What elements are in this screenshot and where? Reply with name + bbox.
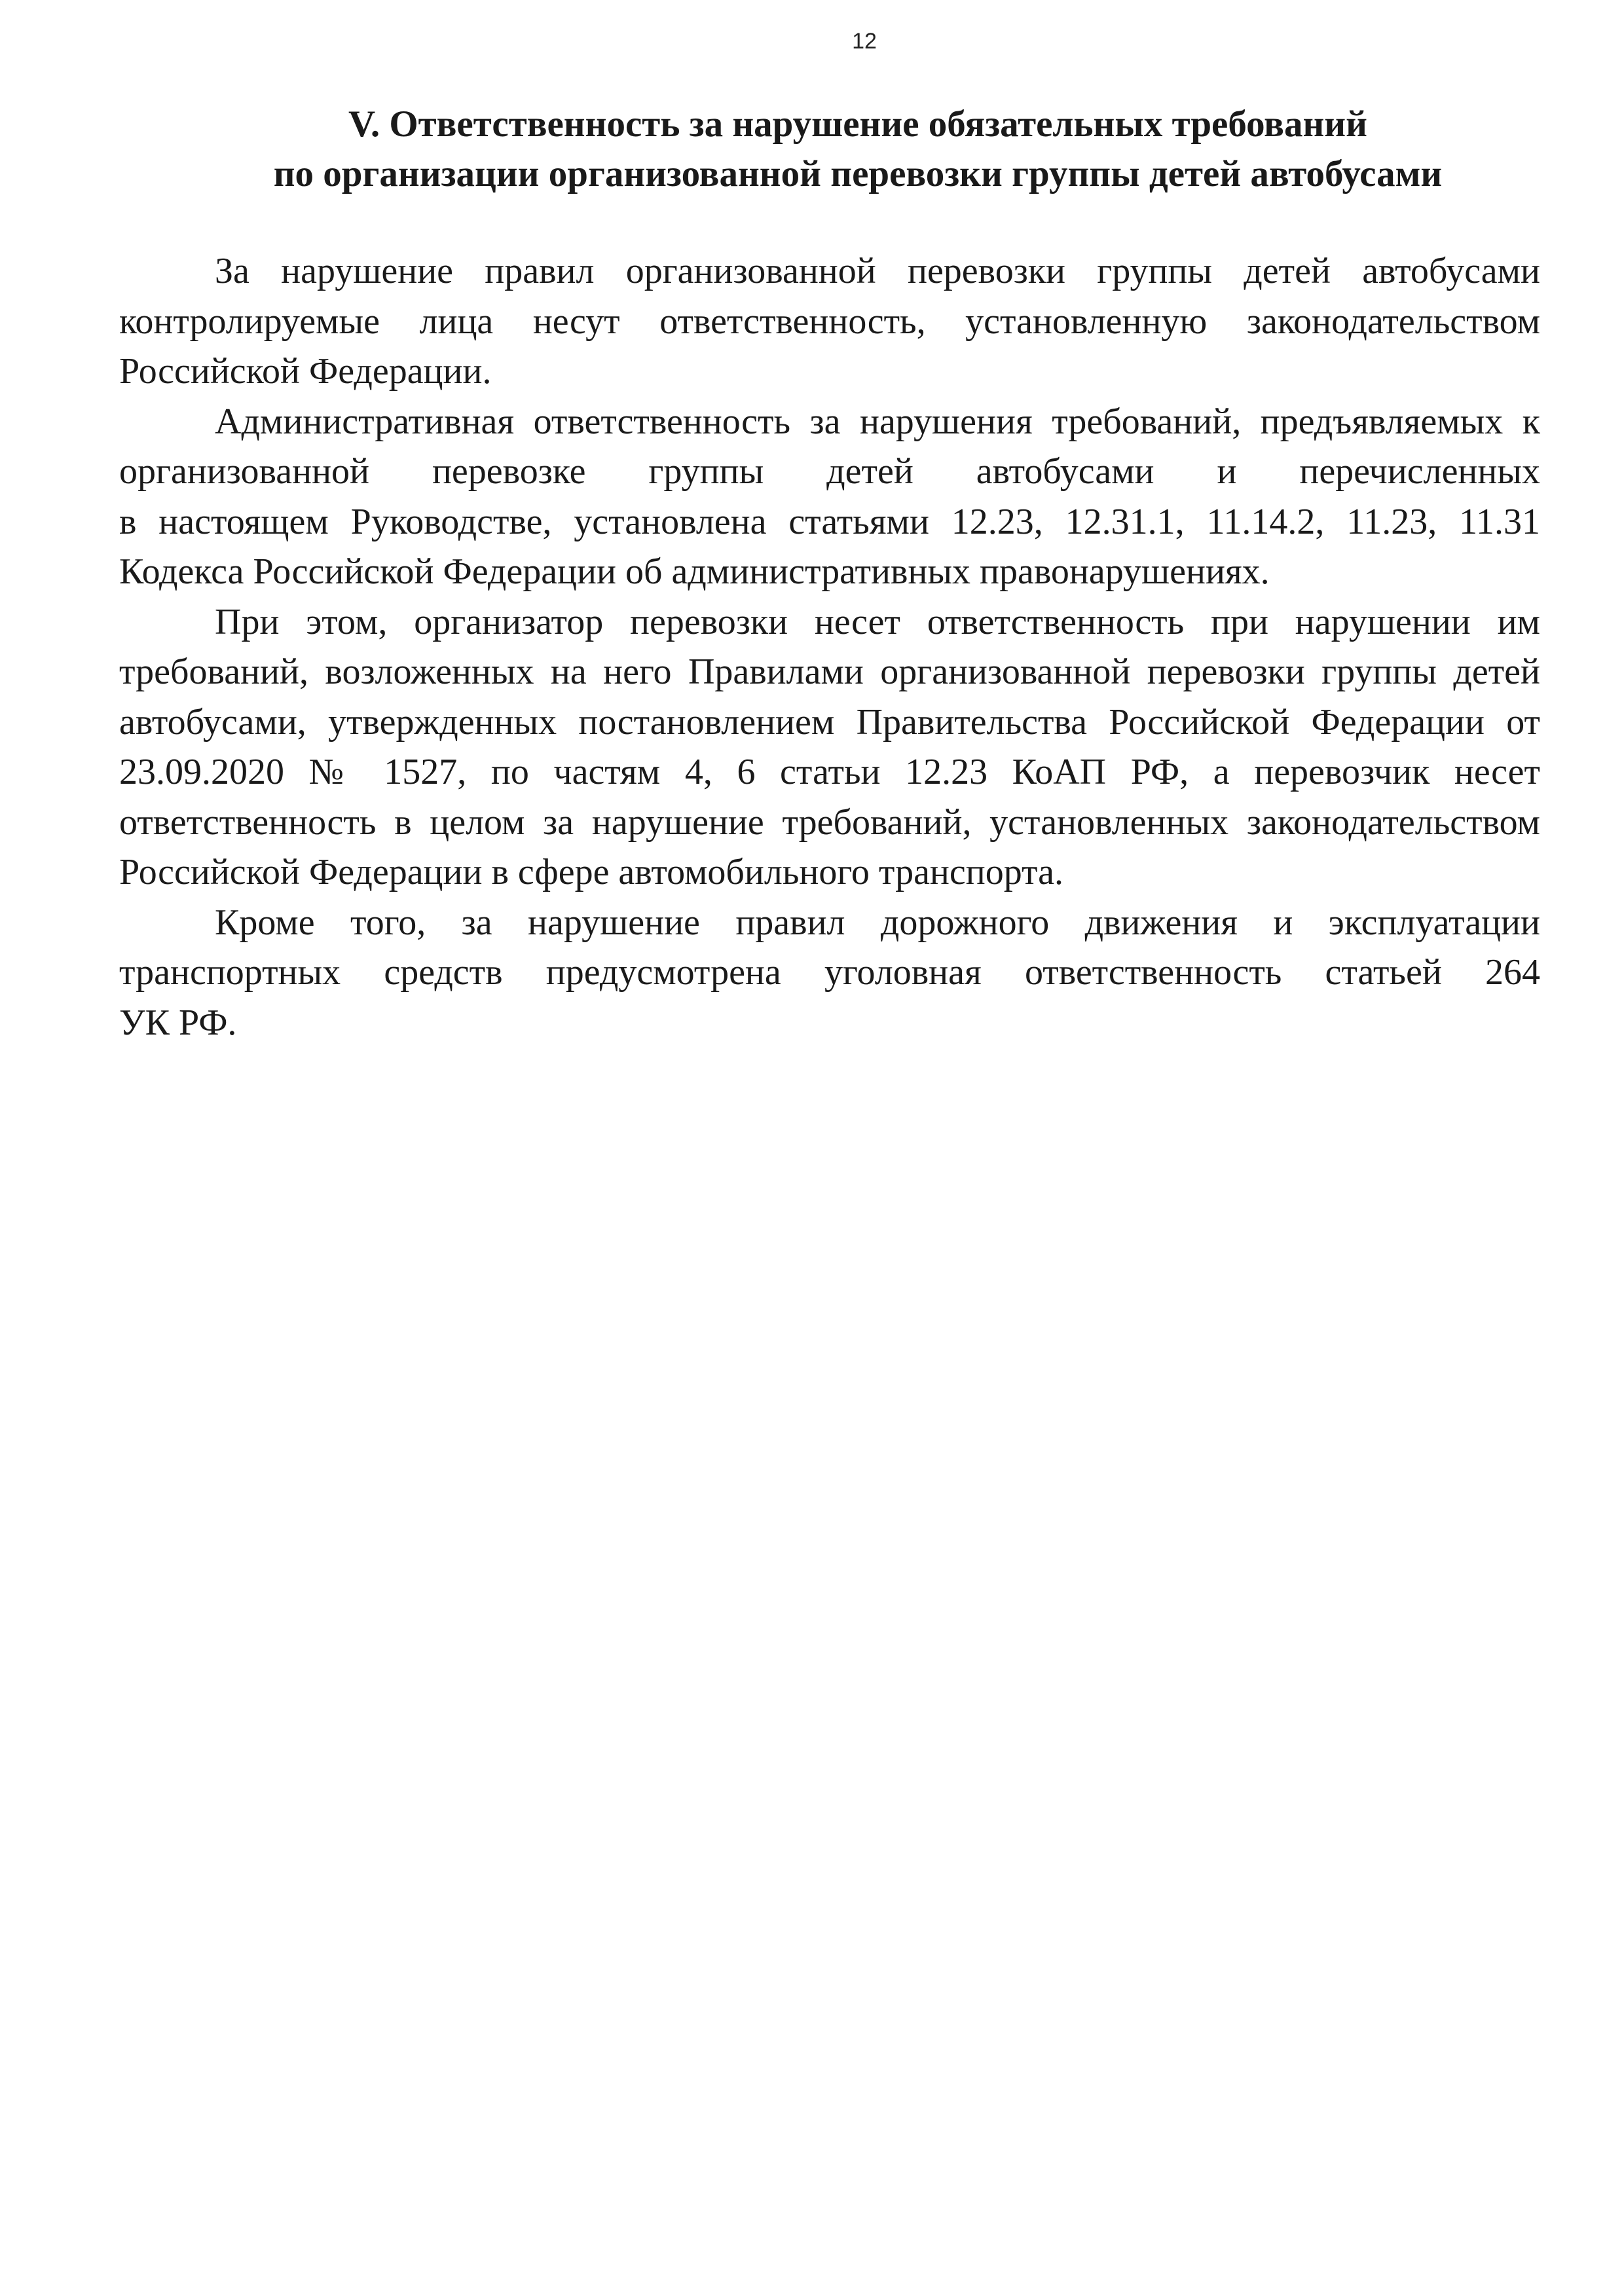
page-number: 12: [852, 29, 877, 54]
section-heading: [170, 100, 1545, 199]
paragraph-line: За нарушение правил организованной перевозки группы детей автобусами: [215, 251, 1540, 291]
paragraph-line: транспортных средств предусмотрена уголовная ответственность статьей 264: [119, 952, 1540, 993]
paragraph-4: [119, 898, 1540, 1048]
paragraph-line: автобусами, утвержденных постановлением Правительства Российской Федерации от: [119, 701, 1540, 743]
paragraph-line: Российской Федерации в сфере автомобильного транспорта.: [119, 852, 1063, 892]
paragraph-line: требований, возложенных на него Правилами организованной перевозки группы детей: [119, 652, 1540, 692]
paragraph-line: 23.09.2020 № 1527, по частям 4, 6 статьи 12.23 КоАП РФ, а перевозчик несет: [119, 752, 1540, 792]
section-heading-line-2: по организации организованной перевозки группы детей автобусами: [273, 153, 1443, 194]
paragraph-line: в настоящем Руководстве, установлена статьями 12.23, 12.31.1, 11.14.2, 11.23, 11.31: [119, 501, 1540, 542]
paragraph-line: Кроме того, за нарушение правил дорожного движения и эксплуатации: [215, 902, 1540, 943]
paragraph-1: [119, 246, 1540, 397]
document-body: [119, 246, 1540, 1048]
paragraph-line: При этом, организатор перевозки несет ответственность при нарушении им: [215, 601, 1540, 642]
paragraph-line: УК РФ.: [119, 1002, 237, 1043]
paragraph-3: [119, 597, 1540, 898]
paragraph-line: контролируемые лица несут ответственность, установленную законодательством: [119, 301, 1540, 342]
paragraph-line: Административная ответственность за нарушения требований, предъявляемых к: [215, 401, 1540, 442]
section-heading-line-1: V. Ответственность за нарушение обязательных требований: [348, 103, 1367, 145]
paragraph-line: ответственность в целом за нарушение требований, установленных законодательством: [119, 801, 1540, 843]
paragraph-line: организованной перевозке группы детей автобусами и перечисленных: [119, 451, 1540, 492]
paragraph-line: Кодекса Российской Федерации об административных правонарушениях.: [119, 551, 1270, 592]
paragraph-line: Российской Федерации.: [119, 351, 492, 392]
paragraph-2: [119, 397, 1540, 597]
